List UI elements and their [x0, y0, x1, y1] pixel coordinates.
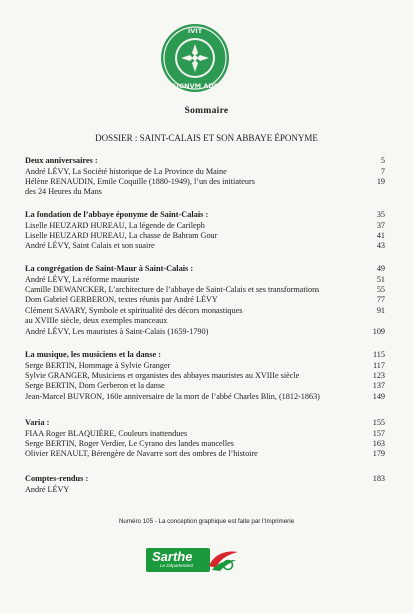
toc-entry: André LÉVY, La Société historique de La Province du Maine 7 [25, 166, 385, 176]
page-number: 163 [372, 438, 385, 448]
toc-entry: André LÉVY, Saint Calais et son suaire 43 [25, 241, 385, 251]
seal-emblem-icon [159, 22, 231, 94]
page-number: 35 [376, 210, 385, 219]
page-number: 115 [373, 350, 385, 359]
toc-section [25, 156, 387, 198]
toc-entry: Liselle HEUZARD HUREAU, La chasse de Bahram Gour 41 [25, 230, 385, 240]
toc-entry: Sylvie GRANGER, Musiciens et organistes des abbayes mauristes au XVIIIe siècle 123 [25, 370, 385, 380]
seal-lettering-bottom: SIGNVM ADE [171, 82, 219, 90]
page-number: 149 [372, 391, 385, 401]
swoosh-72-icon [206, 548, 240, 572]
toc-entry: André LÉVY [25, 484, 70, 494]
toc-section [25, 474, 387, 495]
page-number: 7 [380, 166, 385, 176]
page-number: 49 [376, 264, 385, 273]
toc-entry: Serge BERTIN, Dom Gerberon et la danse 137 [25, 381, 385, 391]
logo-badge [146, 548, 210, 572]
page-number: 41 [376, 230, 385, 240]
toc-entry: des 24 Heures du Mans [25, 187, 102, 197]
toc-entry: Hélène RENAUDIN, Emile Coquille (1880-1949), l’un des initiateurs 19 [25, 176, 385, 186]
toc-entry: Camille DEWANCKER, L’architecture de l’abbaye de Saint-Calais et ses transformations 55 [25, 284, 385, 294]
section-heading: La musique, les musiciens et la danse : 115 [25, 350, 385, 359]
toc-entry: André LÉVY, La réforme mauriste 51 [25, 274, 385, 284]
toc-entry: Clément SAVARY, Symbole et spiritualité des décors monastiques 91 [25, 305, 385, 315]
logo-subtitle: Le Département [160, 563, 193, 568]
page-number: 137 [372, 381, 385, 391]
toc-section [25, 264, 387, 337]
dossier-heading: DOSSIER : SAINT-CALAIS ET SON ABBAYE ÉPONYME [95, 133, 318, 143]
section-heading: Varia : 155 [25, 418, 385, 427]
footer-note: Numéro 105 - La conception graphique est faite par l’Imprimerie [118, 518, 295, 525]
section-heading: La congrégation de Saint-Maur à Saint-Calais : 49 [25, 264, 385, 273]
page-number: 117 [373, 360, 385, 370]
page-number: 37 [376, 220, 385, 230]
page-number: 19 [376, 176, 385, 186]
page-number: 43 [376, 241, 385, 251]
section-heading: Comptes-rendus : 183 [25, 474, 385, 483]
logo-word: Sarthe [152, 549, 193, 564]
page-number: 123 [372, 370, 385, 380]
page-number: 183 [372, 474, 385, 483]
toc-entry: Serge BERTIN, Hommage à Sylvie Granger 117 [25, 360, 385, 370]
toc-section [25, 210, 387, 252]
seal-lettering-top: IVIT [187, 27, 203, 35]
toc-section [25, 418, 387, 460]
sarthe-logo [146, 548, 244, 572]
toc-entry: Olivier RENAULT, Bérengère de Navarre sort des ombres de l’histoire 179 [25, 449, 385, 459]
toc-entry: FIAA Roger BLAQUIÈRE, Couleurs inattendues 157 [25, 428, 385, 438]
toc-entry: Dom Gabriel GERBERON, textes réunis par André LÉVY 77 [25, 295, 385, 305]
section-heading: La fondation de l’abbaye éponyme de Saint-Calais : 35 [25, 210, 385, 219]
toc-entry: Serge BERTIN, Roger Verdier, Le Cyrano des landes mancelles 163 [25, 438, 385, 448]
page-title: Sommaire [184, 106, 229, 116]
page-number: 51 [376, 274, 385, 284]
section-heading: Deux anniversaires : 5 [25, 156, 385, 165]
page-number: 109 [372, 326, 385, 336]
toc-entry: au XVIIIe siècle, deux exemples manceaux [25, 316, 168, 326]
toc-entry: Jean-Marcel BUVRON, 160e anniversaire de la mort de l’abbé Charles Blin, (1812-1863) 149 [25, 391, 385, 401]
page-number: 5 [380, 156, 385, 165]
page-number: 155 [372, 418, 385, 427]
page-number: 77 [376, 295, 385, 305]
page-number: 55 [376, 284, 385, 294]
page-number: 91 [376, 305, 385, 315]
page-number: 179 [372, 449, 385, 459]
toc-entry: André LÉVY, Les mauristes à Saint-Calais (1659-1790) 109 [25, 326, 385, 336]
page-number: 157 [372, 428, 385, 438]
toc-section [25, 350, 387, 402]
toc-entry: Liselle HEUZARD HUREAU, La légende de Carileph 37 [25, 220, 385, 230]
